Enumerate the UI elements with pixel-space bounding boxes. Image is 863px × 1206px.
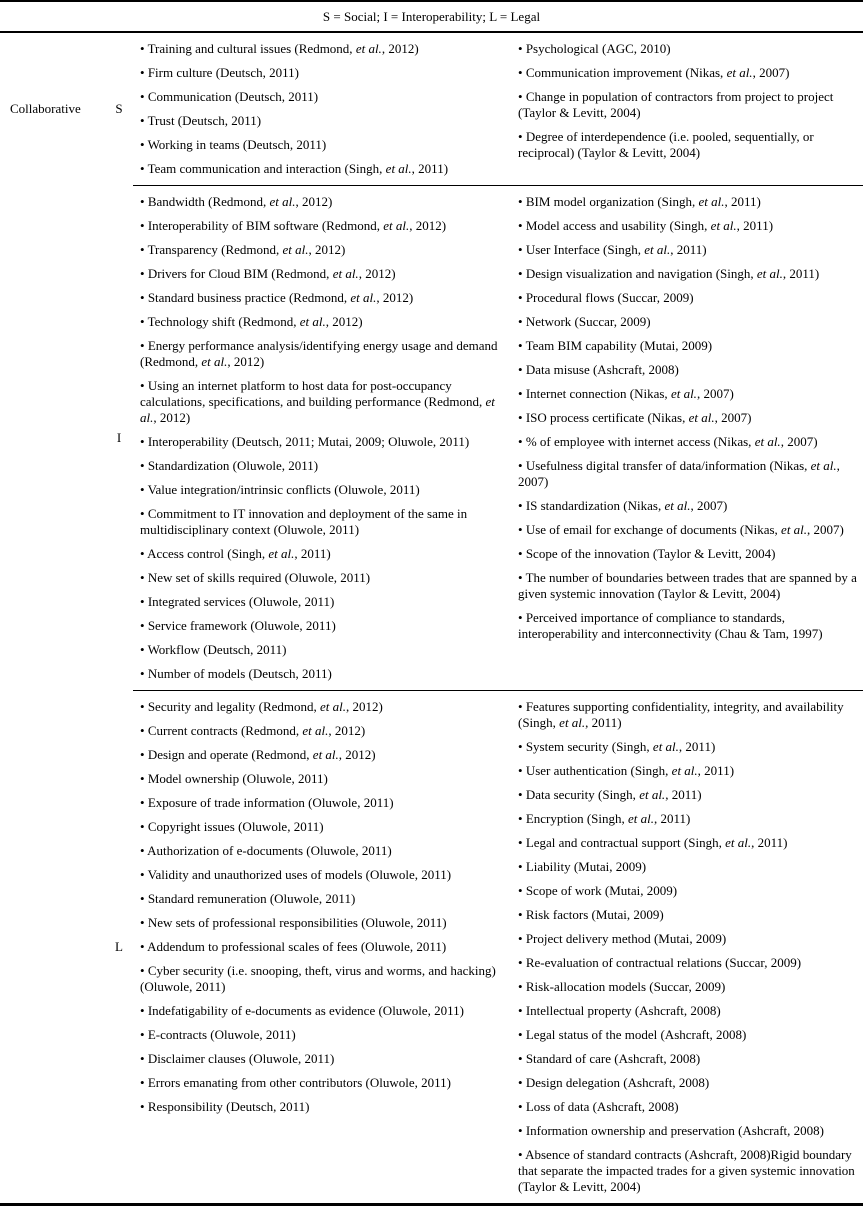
- bullet-icon: •: [518, 458, 523, 473]
- list-item: • Risk-allocation models (Succar, 2009): [518, 979, 726, 994]
- list-item: • Absence of standard contracts (Ashcraft, 2008)Rigid boundary that separate the impacted trades for a given systemic innovation (Taylor & Levitt, 2004): [518, 1147, 855, 1194]
- bullet-icon: •: [140, 699, 145, 714]
- list-item: • Design and operate (Redmond, et al., 2012): [140, 747, 376, 762]
- items-column-right: [508, 691, 863, 1203]
- list-item: • Communication improvement (Nikas, et al., 2007): [518, 65, 790, 80]
- list-item: • Standard business practice (Redmond, et al., 2012): [140, 290, 414, 305]
- bullet-icon: •: [518, 1051, 523, 1066]
- items-column-left: [133, 186, 508, 690]
- bullet-icon: •: [518, 242, 523, 257]
- section-row-I: [0, 185, 863, 690]
- list-item: • Service framework (Oluwole, 2011): [140, 618, 336, 633]
- items-column-right: [508, 186, 863, 690]
- bullet-icon: •: [518, 546, 523, 561]
- bullet-icon: •: [518, 835, 523, 850]
- list-item: • Access control (Singh, et al., 2011): [140, 546, 331, 561]
- bullet-icon: •: [518, 1147, 523, 1162]
- list-item: • Legal status of the model (Ashcraft, 2008): [518, 1027, 747, 1042]
- section-row-L: [0, 690, 863, 1203]
- list-item: • E-contracts (Oluwole, 2011): [140, 1027, 296, 1042]
- list-item: • New sets of professional responsibilities (Oluwole, 2011): [140, 915, 447, 930]
- list-item: • Liability (Mutai, 2009): [518, 859, 647, 874]
- list-item: • Standardization (Oluwole, 2011): [140, 458, 319, 473]
- bullet-icon: •: [518, 410, 523, 425]
- list-item: • Working in teams (Deutsch, 2011): [140, 137, 327, 152]
- list-item: • Technology shift (Redmond, et al., 2012): [140, 314, 363, 329]
- bullet-icon: •: [140, 194, 145, 209]
- list-item: • Indefatigability of e-documents as evidence (Oluwole, 2011): [140, 1003, 464, 1018]
- list-item: • Communication (Deutsch, 2011): [140, 89, 319, 104]
- bullet-icon: •: [518, 610, 523, 625]
- list-item: • Data security (Singh, et al., 2011): [518, 787, 702, 802]
- list-item: • Re-evaluation of contractual relations (Succar, 2009): [518, 955, 802, 970]
- code-label-S: S: [115, 101, 123, 116]
- list-item: • Degree of interdependence (i.e. pooled, sequentially, or reciprocal) (Taylor & Levitt, 2004): [518, 129, 814, 160]
- bullet-icon: •: [140, 1003, 145, 1018]
- bullet-icon: •: [518, 955, 523, 970]
- list-item: • Addendum to professional scales of fees (Oluwole, 2011): [140, 939, 447, 954]
- list-item: • Usefulness digital transfer of data/information (Nikas, et al., 2007): [518, 458, 840, 489]
- bullet-icon: •: [140, 771, 145, 786]
- bullet-icon: •: [518, 811, 523, 826]
- bullet-icon: •: [140, 795, 145, 810]
- list-item: • Standard of care (Ashcraft, 2008): [518, 1051, 701, 1066]
- bullet-icon: •: [140, 161, 145, 176]
- items-column-right: [508, 33, 863, 185]
- bullet-icon: •: [518, 194, 523, 209]
- list-item: • System security (Singh, et al., 2011): [518, 739, 716, 754]
- list-item: • Authorization of e-documents (Oluwole, 2011): [140, 843, 392, 858]
- bullet-icon: •: [518, 266, 523, 281]
- bullet-icon: •: [140, 963, 145, 978]
- list-item: • Using an internet platform to host data for post-occupancy calculations, specifications, and building performance (Redmond, et al., 2012): [140, 378, 495, 425]
- list-item: • Value integration/intrinsic conflicts (Oluwole, 2011): [140, 482, 420, 497]
- items-wrap: [133, 690, 863, 1203]
- bullet-icon: •: [518, 314, 523, 329]
- bullet-icon: •: [140, 378, 145, 393]
- bullet-icon: •: [518, 1027, 523, 1042]
- list-item: • Team BIM capability (Mutai, 2009): [518, 338, 713, 353]
- bullet-icon: •: [518, 522, 523, 537]
- list-item: • Procedural flows (Succar, 2009): [518, 290, 694, 305]
- list-item: • Current contracts (Redmond, et al., 2012): [140, 723, 366, 738]
- list-item: • Interoperability (Deutsch, 2011; Mutai, 2009; Oluwole, 2011): [140, 434, 470, 449]
- bullet-icon: •: [140, 594, 145, 609]
- bullet-icon: •: [518, 1003, 523, 1018]
- list-item: • Network (Succar, 2009): [518, 314, 651, 329]
- bullet-icon: •: [140, 1099, 145, 1114]
- bullet-icon: •: [140, 434, 145, 449]
- bullet-icon: •: [140, 137, 145, 152]
- bullet-icon: •: [518, 570, 523, 585]
- bullet-icon: •: [518, 739, 523, 754]
- bullet-icon: •: [518, 699, 523, 714]
- list-item: • Loss of data (Ashcraft, 2008): [518, 1099, 679, 1114]
- list-item: • Trust (Deutsch, 2011): [140, 113, 262, 128]
- list-item: • Information ownership and preservation (Ashcraft, 2008): [518, 1123, 824, 1138]
- items-wrap: [133, 185, 863, 690]
- bullet-icon: •: [140, 915, 145, 930]
- list-item: • Model access and usability (Singh, et al., 2011): [518, 218, 774, 233]
- list-item: • User authentication (Singh, et al., 2011): [518, 763, 735, 778]
- list-item: • Validity and unauthorized uses of models (Oluwole, 2011): [140, 867, 452, 882]
- bullet-icon: •: [518, 787, 523, 802]
- table-body: [0, 33, 863, 1203]
- list-item: • Team communication and interaction (Singh, et al., 2011): [140, 161, 449, 176]
- list-item: • Bandwidth (Redmond, et al., 2012): [140, 194, 333, 209]
- list-item: • Integrated services (Oluwole, 2011): [140, 594, 335, 609]
- list-item: • Errors emanating from other contributors (Oluwole, 2011): [140, 1075, 451, 1090]
- bullet-icon: •: [140, 642, 145, 657]
- bullet-icon: •: [518, 338, 523, 353]
- bullet-icon: •: [518, 290, 523, 305]
- bullet-icon: •: [140, 1051, 145, 1066]
- bullet-icon: •: [518, 1075, 523, 1090]
- bullet-icon: •: [518, 41, 523, 56]
- list-item: • Exposure of trade information (Oluwole, 2011): [140, 795, 394, 810]
- list-item: • IS standardization (Nikas, et al., 2007): [518, 498, 728, 513]
- category-label: [0, 690, 105, 1203]
- bullet-icon: •: [518, 931, 523, 946]
- list-item: • Project delivery method (Mutai, 2009): [518, 931, 727, 946]
- list-item: • Training and cultural issues (Redmond, et al., 2012): [140, 41, 419, 56]
- list-item: • % of employee with internet access (Nikas, et al., 2007): [518, 434, 818, 449]
- list-item: • Disclaimer clauses (Oluwole, 2011): [140, 1051, 335, 1066]
- bullet-icon: •: [140, 1027, 145, 1042]
- bullet-icon: •: [518, 907, 523, 922]
- bullet-icon: •: [140, 891, 145, 906]
- bullet-icon: •: [140, 546, 145, 561]
- bullet-icon: •: [518, 883, 523, 898]
- bullet-icon: •: [140, 458, 145, 473]
- bullet-icon: •: [518, 218, 523, 233]
- list-item: • Legal and contractual support (Singh, et al., 2011): [518, 835, 788, 850]
- list-item: • New set of skills required (Oluwole, 2011): [140, 570, 371, 585]
- items-column-left: [133, 691, 508, 1203]
- bullet-icon: •: [140, 570, 145, 585]
- bullet-icon: •: [140, 113, 145, 128]
- items-wrap: [133, 33, 863, 185]
- bullet-icon: •: [140, 338, 145, 353]
- bullet-icon: •: [140, 65, 145, 80]
- list-item: • Standard remuneration (Oluwole, 2011): [140, 891, 356, 906]
- bullet-icon: •: [140, 482, 145, 497]
- list-item: • Responsibility (Deutsch, 2011): [140, 1099, 310, 1114]
- list-item: • Change in population of contractors from project to project (Taylor & Levitt, 2004): [518, 89, 834, 120]
- bullet-icon: •: [140, 242, 145, 257]
- bullet-icon: •: [140, 266, 145, 281]
- list-item: • Design delegation (Ashcraft, 2008): [518, 1075, 710, 1090]
- items-column-left: [133, 33, 508, 185]
- bullet-icon: •: [140, 290, 145, 305]
- list-item: • Perceived importance of compliance to standards, interoperability and interconnectivity (Chau & Tam, 1997): [518, 610, 823, 641]
- bullet-icon: •: [140, 89, 145, 104]
- list-item: • Risk factors (Mutai, 2009): [518, 907, 664, 922]
- list-item: • Features supporting confidentiality, integrity, and availability (Singh, et al., 2011): [518, 699, 844, 730]
- section-row-S: [0, 33, 863, 185]
- bullet-icon: •: [518, 1099, 523, 1114]
- list-item: • Model ownership (Oluwole, 2011): [140, 771, 328, 786]
- bullet-icon: •: [140, 314, 145, 329]
- list-item: • Security and legality (Redmond, et al., 2012): [140, 699, 383, 714]
- list-item: • Drivers for Cloud BIM (Redmond, et al., 2012): [140, 266, 396, 281]
- list-item: • Intellectual property (Ashcraft, 2008): [518, 1003, 721, 1018]
- bullet-icon: •: [140, 867, 145, 882]
- bullet-icon: •: [518, 434, 523, 449]
- list-item: • Internet connection (Nikas, et al., 2007): [518, 386, 734, 401]
- bullet-icon: •: [140, 618, 145, 633]
- list-item: • Firm culture (Deutsch, 2011): [140, 65, 299, 80]
- bullet-icon: •: [140, 939, 145, 954]
- bullet-icon: •: [140, 723, 145, 738]
- bullet-icon: •: [518, 362, 523, 377]
- bullet-icon: •: [140, 41, 145, 56]
- bullet-icon: •: [140, 506, 145, 521]
- list-item: • ISO process certificate (Nikas, et al., 2007): [518, 410, 752, 425]
- list-item: • Use of email for exchange of documents (Nikas, et al., 2007): [518, 522, 844, 537]
- bullet-icon: •: [518, 859, 523, 874]
- list-item: • Workflow (Deutsch, 2011): [140, 642, 287, 657]
- bullet-icon: •: [140, 843, 145, 858]
- list-item: • Design visualization and navigation (Singh, et al., 2011): [518, 266, 820, 281]
- list-item: • Scope of work (Mutai, 2009): [518, 883, 678, 898]
- bullet-icon: •: [140, 666, 145, 681]
- list-item: • Copyright issues (Oluwole, 2011): [140, 819, 324, 834]
- code-label-L: L: [115, 938, 123, 954]
- bullet-icon: •: [140, 819, 145, 834]
- list-item: • Interoperability of BIM software (Redmond, et al., 2012): [140, 218, 447, 233]
- bullet-icon: •: [518, 498, 523, 513]
- list-item: • Cyber security (i.e. snooping, theft, virus and worms, and hacking) (Oluwole, 2011): [140, 963, 496, 994]
- list-item: • Commitment to IT innovation and deployment of the same in multidisciplinary context (Oluwole, 2011): [140, 506, 468, 537]
- bullet-icon: •: [518, 89, 523, 104]
- list-item: • Encryption (Singh, et al., 2011): [518, 811, 691, 826]
- code-label-I: I: [116, 429, 122, 445]
- bullet-icon: •: [518, 65, 523, 80]
- list-item: • User Interface (Singh, et al., 2011): [518, 242, 707, 257]
- bullet-icon: •: [518, 386, 523, 401]
- bullet-icon: •: [140, 747, 145, 762]
- category-label: [0, 185, 105, 690]
- bullet-icon: •: [518, 979, 523, 994]
- bullet-icon: •: [518, 129, 523, 144]
- list-item: • Energy performance analysis/identifying energy usage and demand (Redmond, et al., 2012): [140, 338, 498, 369]
- list-item: • Data misuse (Ashcraft, 2008): [518, 362, 679, 377]
- bullet-icon: •: [140, 1075, 145, 1090]
- category-label: Collaborative: [10, 101, 81, 116]
- bullet-icon: •: [140, 218, 145, 233]
- list-item: • BIM model organization (Singh, et al., 2011): [518, 194, 761, 209]
- bullet-icon: •: [518, 763, 523, 778]
- bullet-icon: •: [518, 1123, 523, 1138]
- list-item: • Transparency (Redmond, et al., 2012): [140, 242, 346, 257]
- list-item: • Psychological (AGC, 2010): [518, 41, 671, 56]
- list-item: • Scope of the innovation (Taylor & Levitt, 2004): [518, 546, 776, 561]
- table-caption: S = Social; I = Interoperability; L = Legal: [322, 9, 541, 24]
- list-item: • The number of boundaries between trades that are spanned by a given systemic innovation (Taylor & Levitt, 2004): [518, 570, 857, 601]
- list-item: • Number of models (Deutsch, 2011): [140, 666, 332, 681]
